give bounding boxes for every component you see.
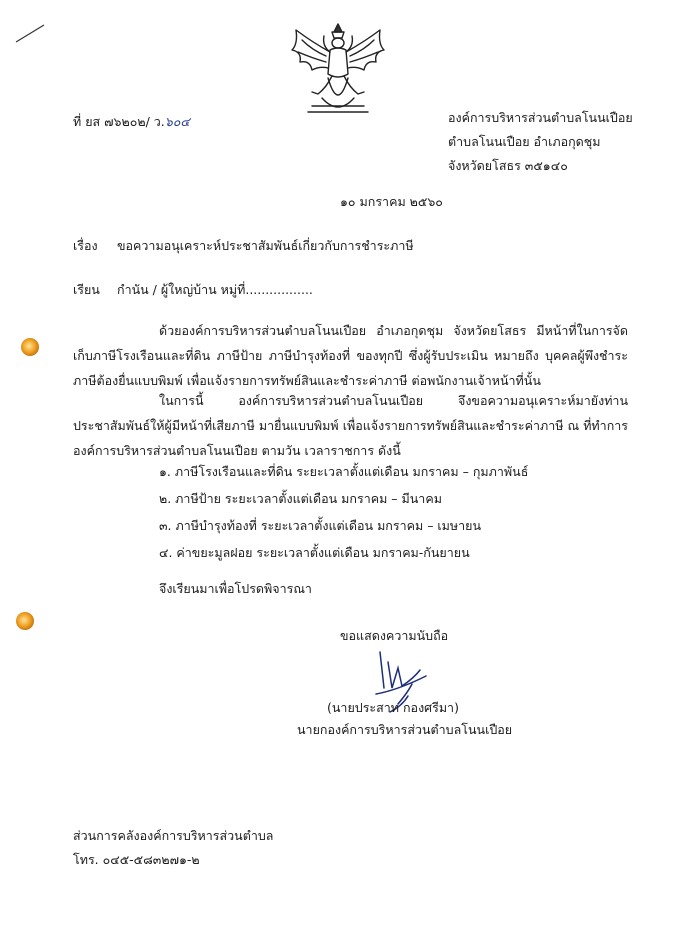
document-date: ๑๐ มกราคม ๒๕๖๐ bbox=[340, 194, 443, 209]
document-number bbox=[73, 112, 190, 132]
footer-department: ส่วนการคลังองค์การบริหารส่วนตำบล bbox=[73, 828, 274, 843]
list-item-2: ๒. ภาษีป้าย ระยะเวลาตั้งแต่เดือน มกราคม – มีนาคม bbox=[159, 491, 442, 506]
pen-mark bbox=[14, 22, 46, 44]
subject-label: เรื่อง bbox=[73, 238, 98, 253]
sender-address-line1: องค์การบริหารส่วนตำบลโนนเปือย bbox=[448, 110, 633, 125]
sender-address-line3: จังหวัดยโสธร ๓๕๑๔๐ bbox=[448, 158, 568, 173]
document-number-handwritten: ๖๐๔ bbox=[164, 114, 190, 129]
signer-position: นายกองค์การบริหารส่วนตำบลโนนเปือย bbox=[297, 722, 513, 737]
closing-text: จึงเรียนมาเพื่อโปรดพิจารณา bbox=[159, 581, 312, 596]
punch-hole-icon bbox=[16, 612, 34, 630]
body-paragraph-1: ด้วยองค์การบริหารส่วนตำบลโนนเปือย อำเภอกุดชุม จังหวัดยโสธร มีหน้าที่ในการจัดเก็บภาษีโรงเรือนและที่ดิน ภาษีป้าย ภาษีบำรุงท้องที่ ของทุกปี ซึ่งผู้รับประเมิน หมายถึง บุคคลผู้พึงชำระภาษีต้องยื่นแบบพิมพ์ เพื่อแจ้งรายการทรัพย์สินและชำระค่าภาษี ต่อพนักงานเจ้าหน้าที่นั้น bbox=[73, 323, 628, 388]
sender-address-line2: ตำบลโนนเปือย อำเภอกุดชุม bbox=[448, 134, 601, 149]
list-item-3: ๓. ภาษีบำรุงท้องที่ ระยะเวลาตั้งแต่เดือน มกราคม – เมษายน bbox=[159, 518, 482, 533]
regards-text: ขอแสดงความนับถือ bbox=[340, 628, 449, 643]
list-item-4: ๔. ค่าขยะมูลฝอย ระยะเวลาตั้งแต่เดือน มกราคม-กันยายน bbox=[159, 545, 470, 560]
list-item-1: ๑. ภาษีโรงเรือนและที่ดิน ระยะเวลาตั้งแต่เดือน มกราคม – กุมภาพันธ์ bbox=[159, 464, 529, 479]
to-label: เรียน bbox=[73, 282, 100, 297]
punch-hole-icon bbox=[21, 338, 39, 356]
subject-text: ขอความอนุเคราะห์ประชาสัมพันธ์เกี่ยวกับการชำระภาษี bbox=[117, 238, 414, 253]
to-text: กำนัน / ผู้ใหญ่บ้าน หมู่ที่................. bbox=[117, 282, 313, 297]
document-number-printed: ที่ ยส ๗๖๒๐๒/ ว. bbox=[73, 114, 165, 129]
footer-telephone: โทร. ๐๔๕-๕๘๓๒๗๑-๒ bbox=[73, 852, 200, 867]
body-paragraph-2: ในการนี้ องค์การบริหารส่วนตำบลโนนเปือย จึงขอความอนุเคราะห์มายังท่านประชาสัมพันธ์ให้ผู้มีหน้าที่เสียภาษี มายื่นแบบพิมพ์ เพื่อแจ้งรายการทรัพย์สินและชำระค่าภาษี ณ ที่ทำการองค์การบริหารส่วนตำบลโนนเปือย ตามวัน เวลาราชการ ดังนี้ bbox=[73, 393, 628, 458]
signer-name: (นายประสาท กองศรีมา) bbox=[327, 700, 459, 715]
garuda-emblem-icon bbox=[282, 22, 394, 118]
